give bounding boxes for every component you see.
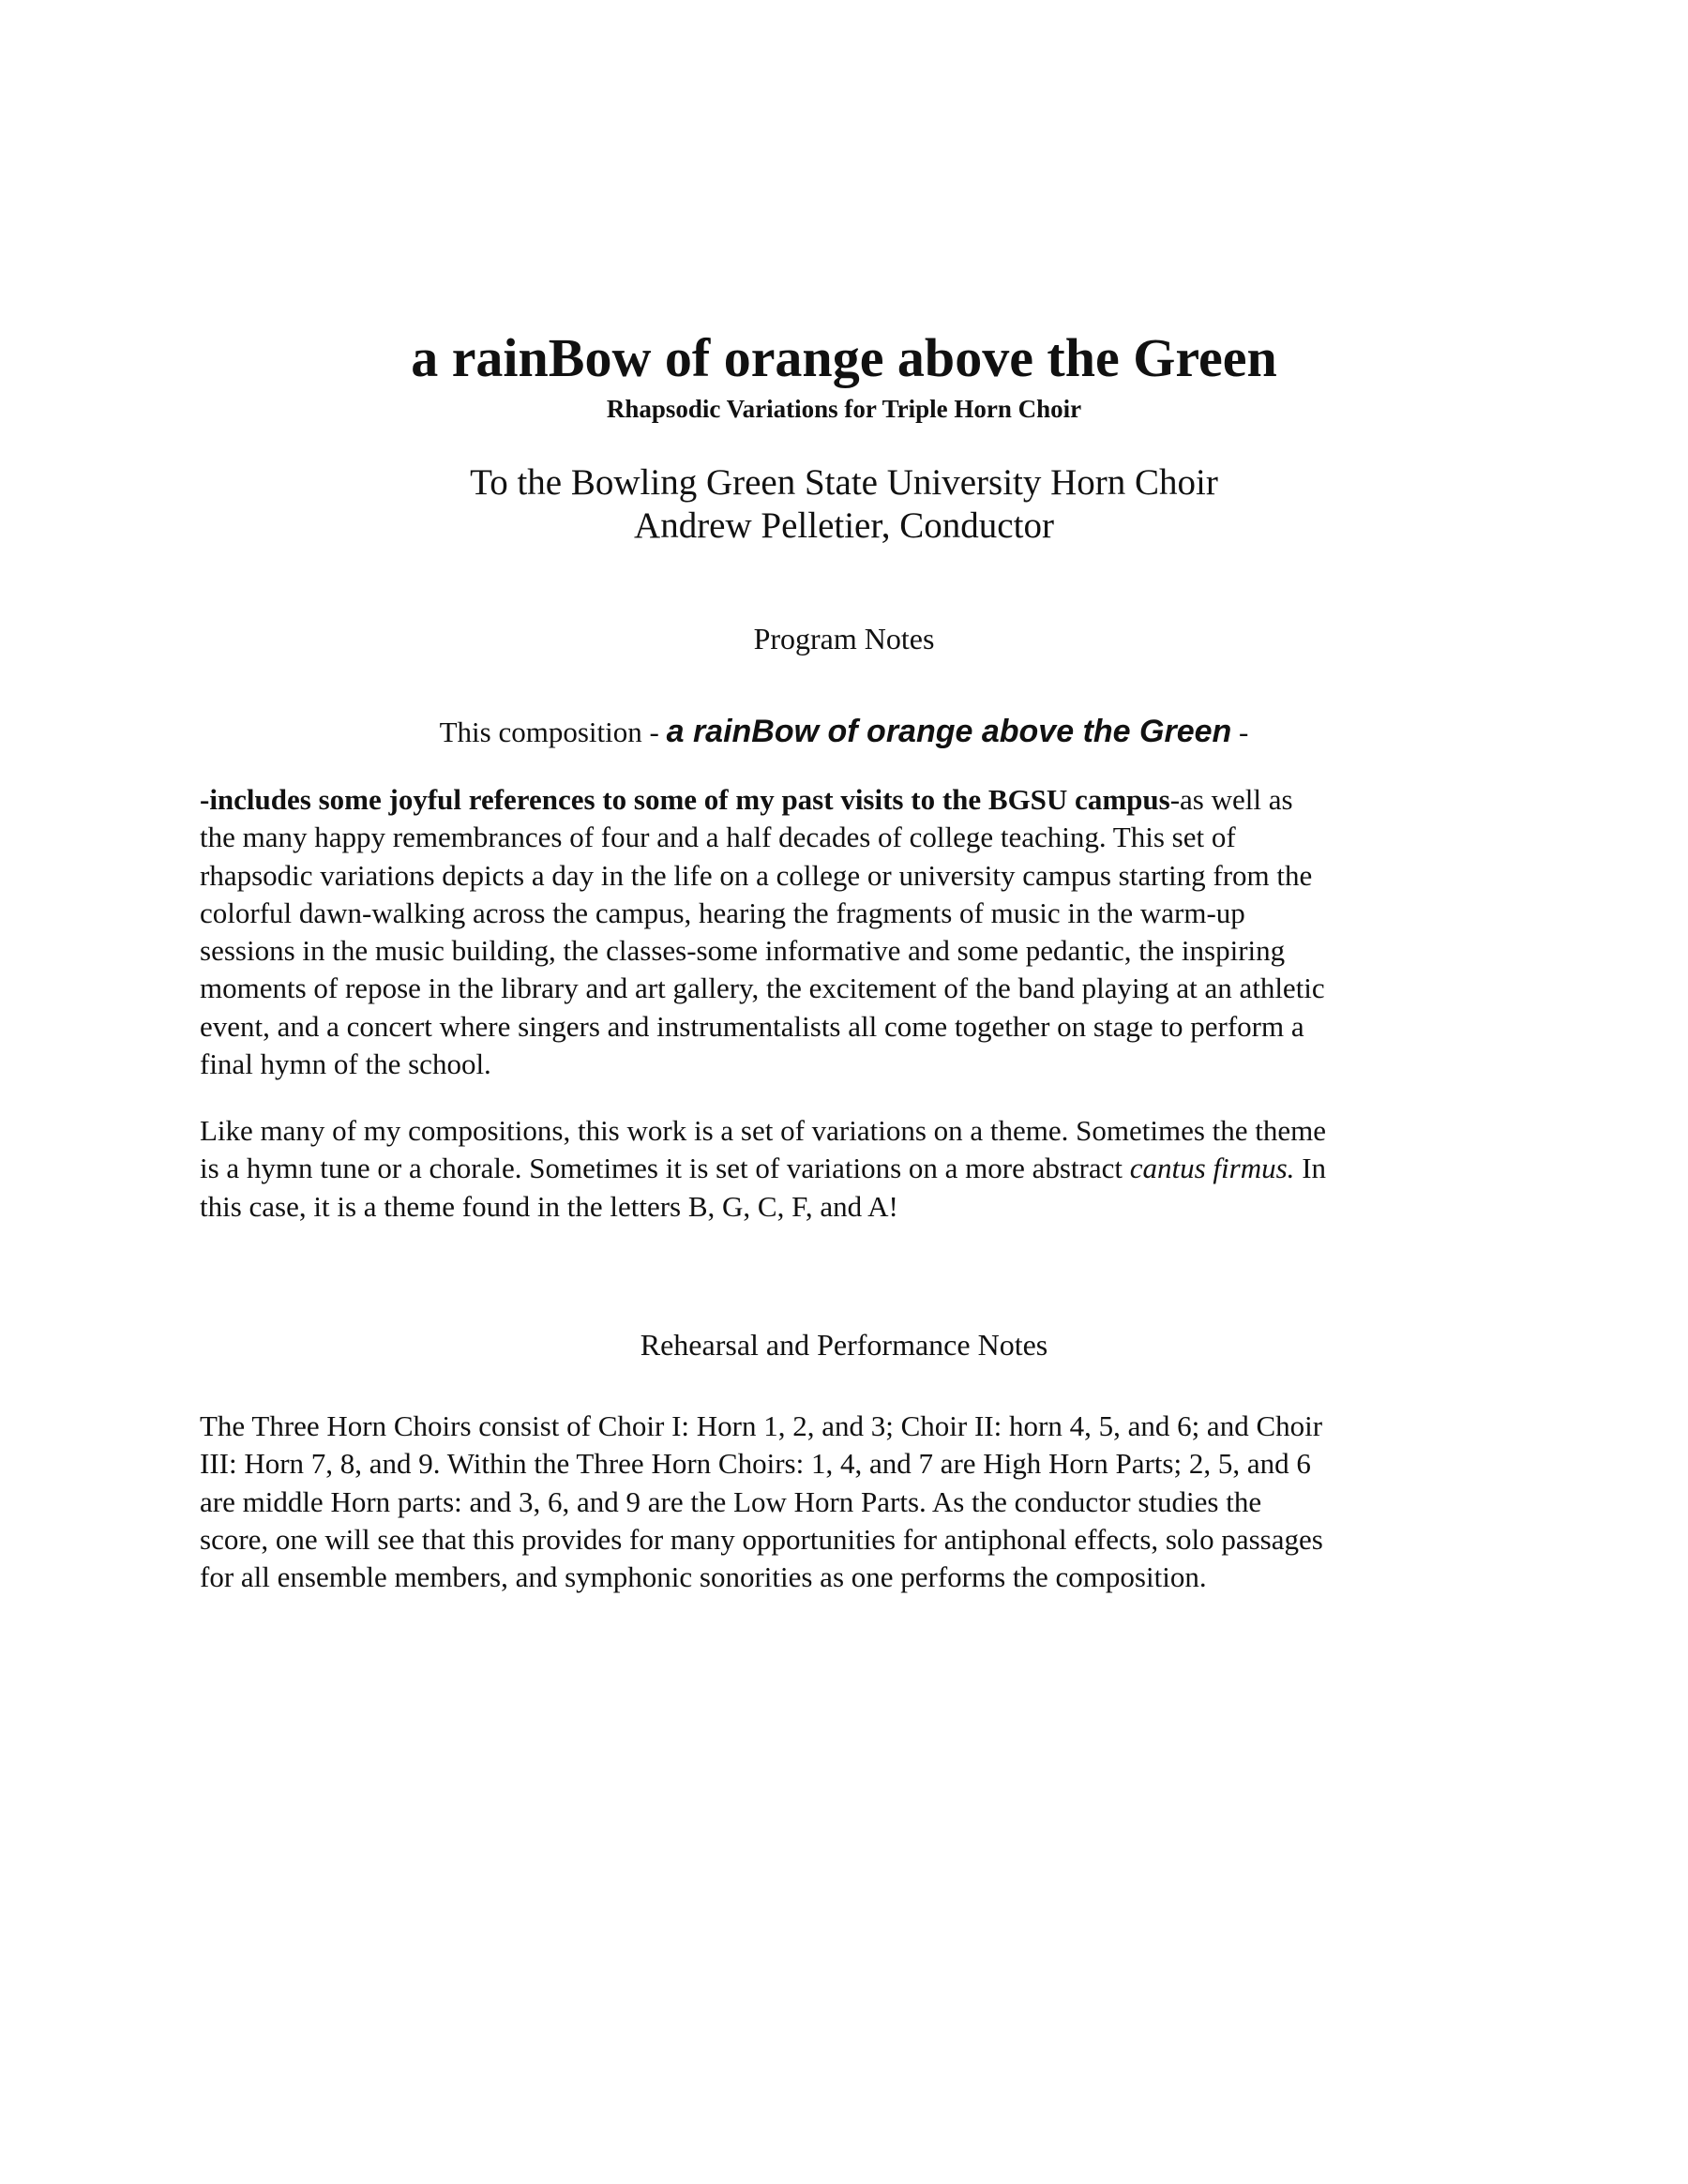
paragraph-line: final hymn of the school. <box>200 1047 491 1081</box>
paragraph-line: this case, it is a theme found in the letters B, G, C, F, and A! <box>200 1189 898 1223</box>
paragraph-line: score, one will see that this provides for many opportunities for antiphonal effects, solo passages <box>200 1522 1323 1556</box>
rehearsal-notes-paragraph <box>200 1408 1489 1596</box>
paragraph-line: moments of repose in the library and art gallery, the excitement of the band playing at an athletic <box>200 972 1325 1005</box>
composition-line <box>0 711 1688 752</box>
dedication-conductor: Andrew Pelletier, Conductor <box>634 505 1054 546</box>
program-notes-paragraph-2 <box>200 1112 1489 1226</box>
paragraph-line: colorful dawn-walking across the campus, hearing the fragments of music in the warm-up <box>200 896 1245 929</box>
bold-lead-text: -includes some joyful references to some of my past visits to the BGSU campus <box>200 783 1170 816</box>
program-notes-heading: Program Notes <box>753 622 935 655</box>
paragraph-line <box>200 1150 1489 1187</box>
italic-term: cantus firmus. <box>1129 1152 1295 1185</box>
paragraph-line: event, and a concert where singers and instrumentalists all come together on stage to perform a <box>200 1009 1304 1043</box>
paragraph-line <box>200 781 1489 819</box>
paragraph-line: for all ensemble members, and symphonic sonorities as one performs the composition. <box>200 1560 1207 1594</box>
document-subtitle: Rhapsodic Variations for Triple Horn Choir <box>606 395 1082 423</box>
paragraph-line: sessions in the music building, the classes-some informative and some pedantic, the inspiring <box>200 934 1286 968</box>
dedication-ensemble: To the Bowling Green State University Horn Choir <box>470 462 1218 503</box>
paragraph-line: III: Horn 7, 8, and 9. Within the Three Horn Choirs: 1, 4, and 7 are High Horn Parts; 2, 5, and 6 <box>200 1447 1311 1481</box>
composition-prefix: This composition - <box>439 715 667 748</box>
dedication <box>0 461 1688 548</box>
paragraph-text: is a hymn tune or a chorale. Sometimes it is set of variations on a more abstract <box>200 1152 1130 1185</box>
paragraph-line: the many happy remembrances of four and a half decades of college teaching. This set of <box>200 821 1236 854</box>
document-title: a rainBow of orange above the Green <box>411 327 1277 388</box>
paragraph-text: In <box>1294 1152 1327 1185</box>
paragraph-line: The Three Horn Choirs consist of Choir I: Horn 1, 2, and 3; Choir II: horn 4, 5, and 6; and Choir <box>200 1409 1323 1442</box>
composition-suffix: - <box>1231 715 1249 748</box>
paragraph-line: are middle Horn parts: and 3, 6, and 9 are the Low Horn Parts. As the conductor studies the <box>200 1484 1262 1518</box>
paragraph-line: Like many of my compositions, this work is a set of variations on a theme. Sometimes the theme <box>200 1114 1327 1147</box>
paragraph-line: rhapsodic variations depicts a day in the life on a college or university campus starting from the <box>200 858 1313 892</box>
composition-title: a rainBow of orange above the Green <box>666 714 1232 749</box>
program-notes-paragraph-1 <box>200 781 1489 1083</box>
rehearsal-notes-heading: Rehearsal and Performance Notes <box>640 1328 1048 1362</box>
paragraph-text: -as well as <box>1169 783 1293 816</box>
